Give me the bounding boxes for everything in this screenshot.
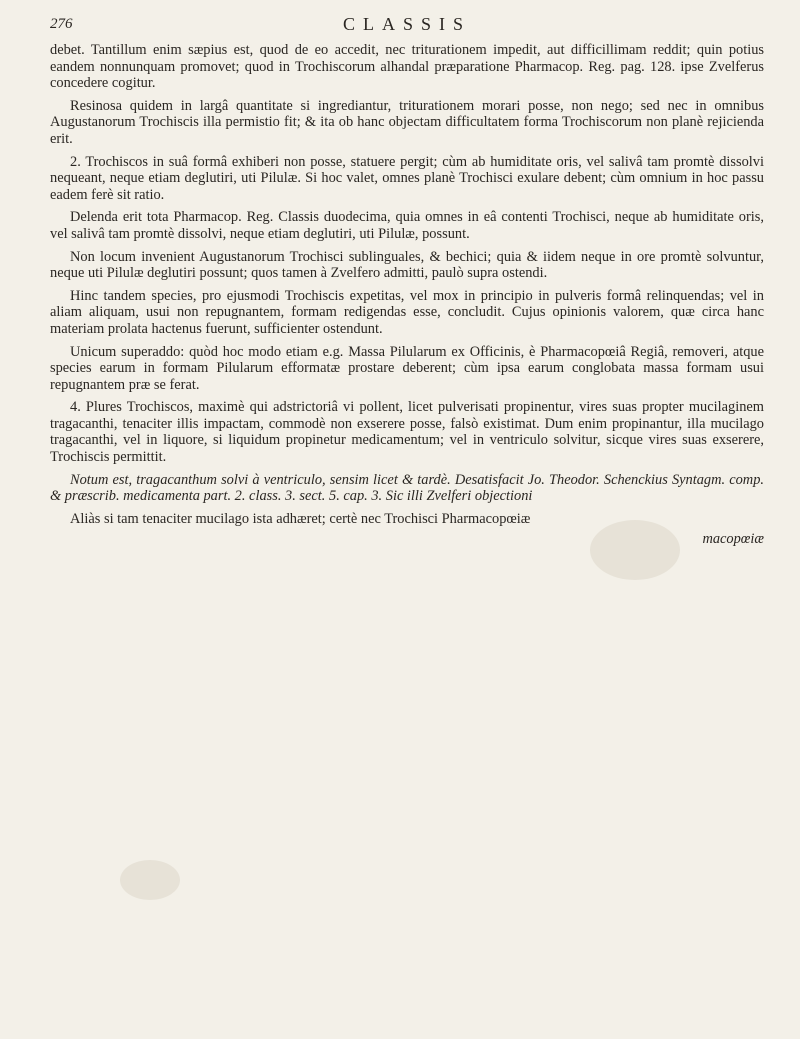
page-number: 276 (50, 16, 73, 32)
running-head (50, 14, 764, 42)
paragraph-9: Notum est, tragacanthum solvi à ventriculo, sensim licet & tardè. Desatisfacit Jo. Theodor. Schenckius Syntagm. comp. & præscrib. medicamenta part. 2. class. 3. sect. 5. cap. 3. Sic illi Zvelferi objectioni (50, 471, 764, 505)
paragraph-1: debet. Tantillum enim sæpius est, quod de eo accedit, nec triturationem impedit, aut difficillimam reddit; quin potius eandem nonnunquam promovet; quod in Trochiscorum alhandal præparatione Pharmacop. Reg. pag. 128. ipse Zvelferus concedere cogitur. (50, 42, 764, 92)
paragraph-2: Resinosa quidem in largâ quantitate si ingrediantur, triturationem morari posse, non nego; sed nec in omnibus Augustanorum Trochiscis illa permistio fit; & ita ob hanc objectam difficultatem forma Trochiscorum non planè rejicienda erit. (50, 97, 764, 147)
paragraph-6: Hinc tandem species, pro ejusmodi Trochiscis expetitas, vel mox in principio in pulveris formâ relinquendas; vel in aliam aliquam, usui non repugnantem, formam redigendas esse, concludit. Cujus opinionis valorem, quæ circa hanc materiam prolata hactenus fuerunt, sufficienter ostendunt. (50, 287, 764, 337)
running-title: CLASSIS (342, 14, 472, 34)
paper-stain (120, 860, 180, 900)
paragraph-8: 4. Plures Trochiscos, maximè qui adstrictoriâ vi pollent, licet pulverisati propinentur, vires suas propter mucilaginem tragacanthi, tenaciter illis impactam, commodè non exserere posse, falsò existimat. Dum enim propinantur, illa mucilago tragacanthi, vel in liquore, si liquidum propinetur medicamentum; vel in ventriculo solvitur, sicque vires suas exserere, Trochiscis permittit. (50, 399, 764, 466)
paragraph-4: Delenda erit tota Pharmacop. Reg. Classis duodecima, quia omnes in eâ contenti Trochisci, neque ab humiditate oris, vel salivâ tam promtè dissolvi, neque etiam deglutiri, uti Pilulæ, possunt. (50, 209, 764, 242)
catchword: macopœiæ (702, 531, 764, 548)
paragraph-7: Unicum superaddo: quòd hoc modo etiam e.g. Massa Pilularum ex Officinis, è Pharmacopœiâ Regiâ, removeri, atque species earum in formam Pilularum efformatæ prostare deberent; cùm ipsa earum conglobata massa formam usui repugnantem præ se ferat. (50, 343, 764, 393)
paper-stain (590, 520, 680, 580)
paragraph-10: Aliàs si tam tenaciter mucilago ista adhæret; certè nec Trochisci Pharmacopœiæ (70, 510, 531, 527)
body-text (50, 42, 764, 527)
paragraph-5: Non locum invenient Augustanorum Trochisci sublinguales, & bechici; quia & iidem neque in ore promtè solvuntur, neque uti Pilulæ deglutiri possunt; quos tamen à Zvelfero admitti, paulò supra ostendi. (50, 248, 764, 282)
paragraph-3: 2. Trochiscos in suâ formâ exhiberi non posse, statuere pergit; cùm ab humiditate oris, vel salivâ tam promtè dissolvi nequeant, neque etiam deglutiri, uti Pilulæ. Si hoc valet, omnes planè Trochisci exulare debent; cùm omnium in hoc passu eadem ferè sit ratio. (50, 153, 764, 203)
